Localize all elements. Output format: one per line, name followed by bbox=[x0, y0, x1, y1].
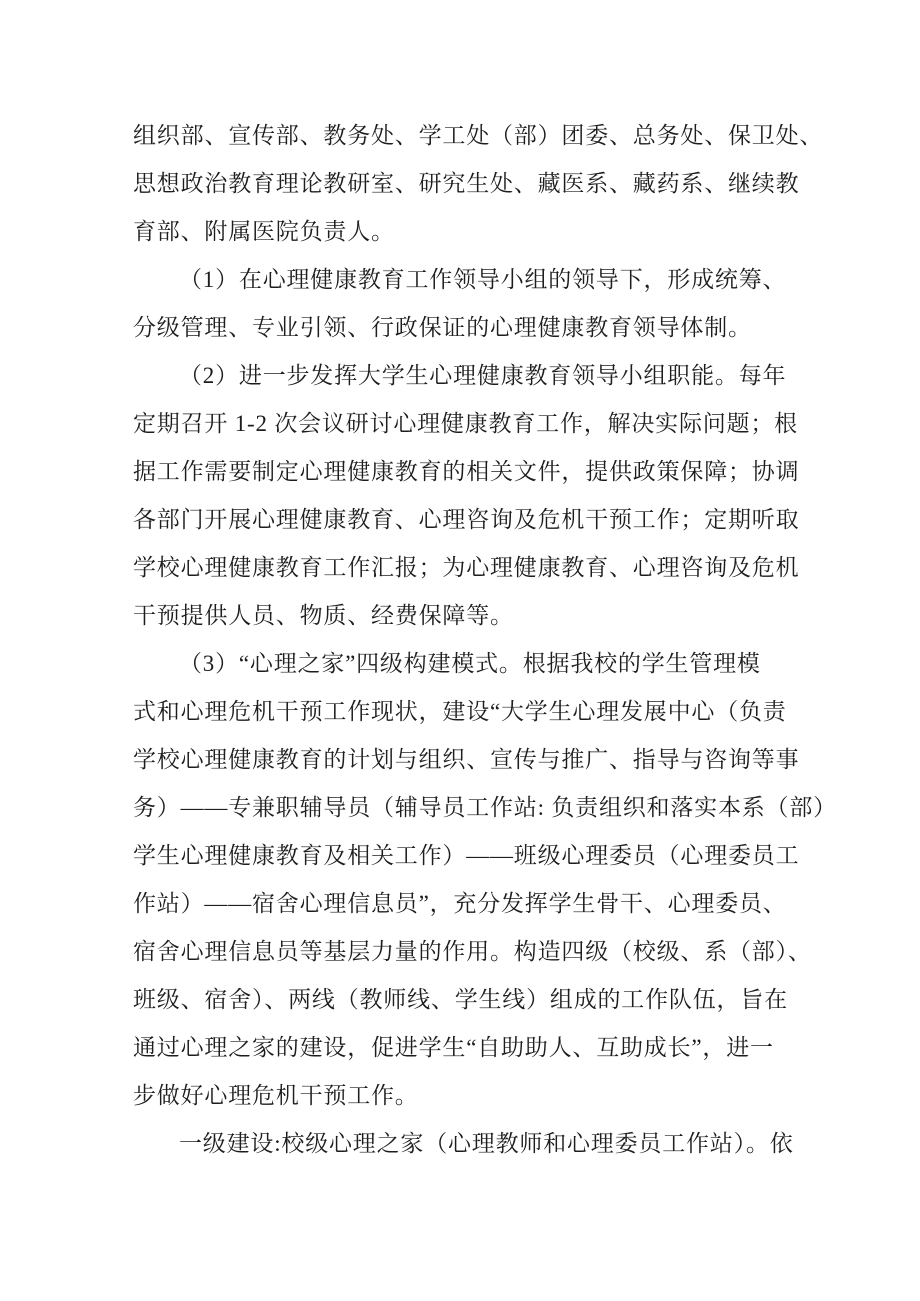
text-line: 各部门开展心理健康教育、心理咨询及危机干预工作；定期听取 bbox=[133, 507, 800, 532]
text-line: 据工作需要制定心理健康教育的相关文件，提供政策保障；协调 bbox=[133, 459, 800, 484]
text-line: 干预提供人员、物质、经费保障等。 bbox=[133, 603, 514, 628]
text-line: 务）——专兼职辅导员（辅导员工作站: 负责组织和落实本系（部） bbox=[133, 795, 837, 820]
text-line: 班级、宿舍）、两线（教师线、学生线）组成的工作队伍，旨在 bbox=[133, 987, 788, 1012]
text-line: 学校心理健康教育工作汇报；为心理健康教育、心理咨询及危机 bbox=[133, 555, 800, 580]
text-line: 育部、附属医院负责人。 bbox=[133, 219, 395, 244]
text-line: 学生心理健康教育及相关工作）——班级心理委员（心理委员工 bbox=[133, 843, 800, 868]
text-line: 步做好心理危机干预工作。 bbox=[133, 1083, 419, 1108]
text-line: 学校心理健康教育的计划与组织、宣传与推广、指导与咨询等事 bbox=[133, 747, 800, 772]
text-line: 定期召开 1-2 次会议研讨心理健康教育工作，解决实际问题；根 bbox=[133, 411, 798, 436]
text-line: 思想政治教育理论教研室、研究生处、藏医系、藏药系、继续教 bbox=[133, 171, 800, 196]
text-line: 通过心理之家的建设，促进学生“自助助人、互助成长”，进一 bbox=[133, 1035, 774, 1060]
text-line: 作站）——宿舍心理信息员”，充分发挥学生骨干、心理委员、 bbox=[133, 891, 787, 916]
text-line: 式和心理危机干预工作现状，建设“大学生心理发展中心（负责 bbox=[133, 699, 787, 724]
text-line: （1）在心理健康教育工作领导小组的领导下，形成统筹、 bbox=[179, 267, 787, 292]
paragraph bbox=[133, 256, 823, 352]
text-line: 宿舍心理信息员等基层力量的作用。构造四级（校级、系（部）、 bbox=[133, 939, 812, 964]
text-line: （2）进一步发挥大学生心理健康教育领导小组职能。每年 bbox=[179, 363, 787, 388]
text-line: （3）“心理之家”四级构建模式。根据我校的学生管理模 bbox=[179, 651, 761, 676]
paragraph bbox=[133, 640, 837, 1120]
paragraph bbox=[133, 112, 823, 256]
paragraph bbox=[133, 352, 823, 640]
paragraph bbox=[133, 1120, 823, 1168]
text-line: 组织部、宣传部、教务处、学工处（部）团委、总务处、保卫处、 bbox=[133, 123, 824, 148]
text-line: 一级建设:校级心理之家（心理教师和心理委员工作站）。依 bbox=[179, 1131, 794, 1156]
text-line: 分级管理、专业引领、行政保证的心理健康教育领导体制。 bbox=[133, 315, 752, 340]
document-body bbox=[133, 112, 837, 1168]
